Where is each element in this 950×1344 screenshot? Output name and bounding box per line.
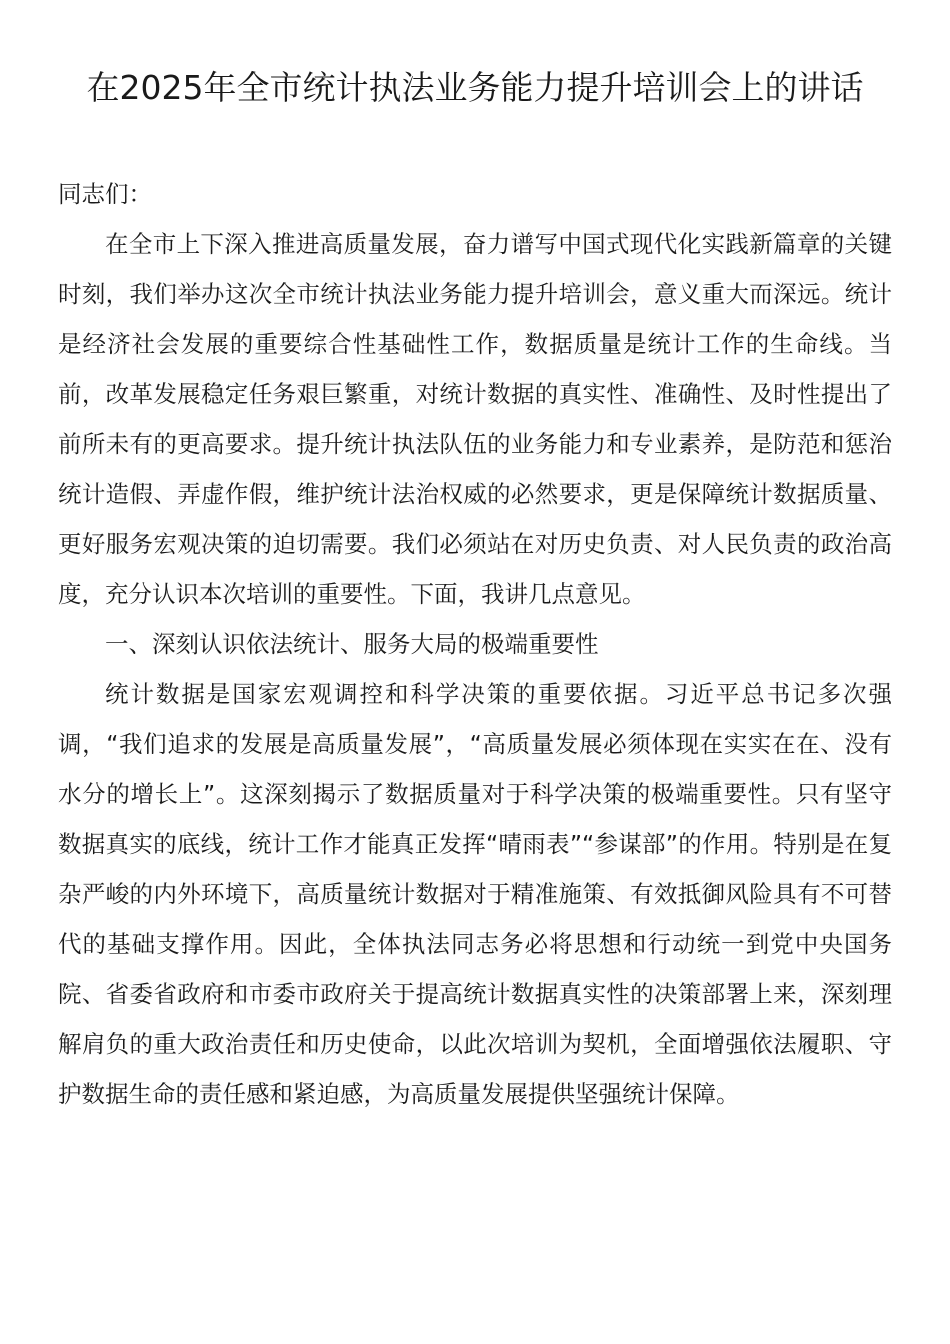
intro-paragraph: 在全市上下深入推进高质量发展，奋力谱写中国式现代化实践新篇章的关键时刻，我们举办这次全市统计执法业务能力提升培训会，意义重大而深远。统计是经济社会发展的重要综合性基础性工作，数据质量是统计工作的生命线。当前，改革发展稳定任务艰巨繁重，对统计数据的真实性、准确性、及时性提出了前所未有的更高要求。提升统计执法队伍的业务能力和专业素养，是防范和惩治统计造假、弄虚作假，维护统计法治权威的必然要求，更是保障统计数据质量、更好服务宏观决策的迫切需要。我们必须站在对历史负责、对人民负责的政治高度，充分认识本次培训的重要性。下面，我讲几点意见。 <box>58 230 892 608</box>
section-heading-1: 一、深刻认识依法统计、服务大局的极端重要性 <box>105 630 599 658</box>
document-body <box>58 169 892 1119</box>
document-title: 在2025年全市统计执法业务能力提升培训会上的讲话 <box>86 68 864 107</box>
section-1-paragraph: 统计数据是国家宏观调控和科学决策的重要依据。习近平总书记多次强调，“我们追求的发展是高质量发展”，“高质量发展必须体现在实实在在、没有水分的增长上”。这深刻揭示了数据质量对于科学决策的极端重要性。只有坚守数据真实的底线，统计工作才能真正发挥“晴雨表”“参谋部”的作用。特别是在复杂严峻的内外环境下，高质量统计数据对于精准施策、有效抵御风险具有不可替代的基础支撑作用。因此，全体执法同志务必将思想和行动统一到党中央国务院、省委省政府和市委市政府关于提高统计数据真实性的决策部署上来，深刻理解肩负的重大政治责任和历史使命，以此次培训为契机，全面增强依法履职、守护数据生命的责任感和紧迫感，为高质量发展提供坚强统计保障。 <box>58 680 892 1108</box>
salutation: 同志们： <box>58 180 152 208</box>
